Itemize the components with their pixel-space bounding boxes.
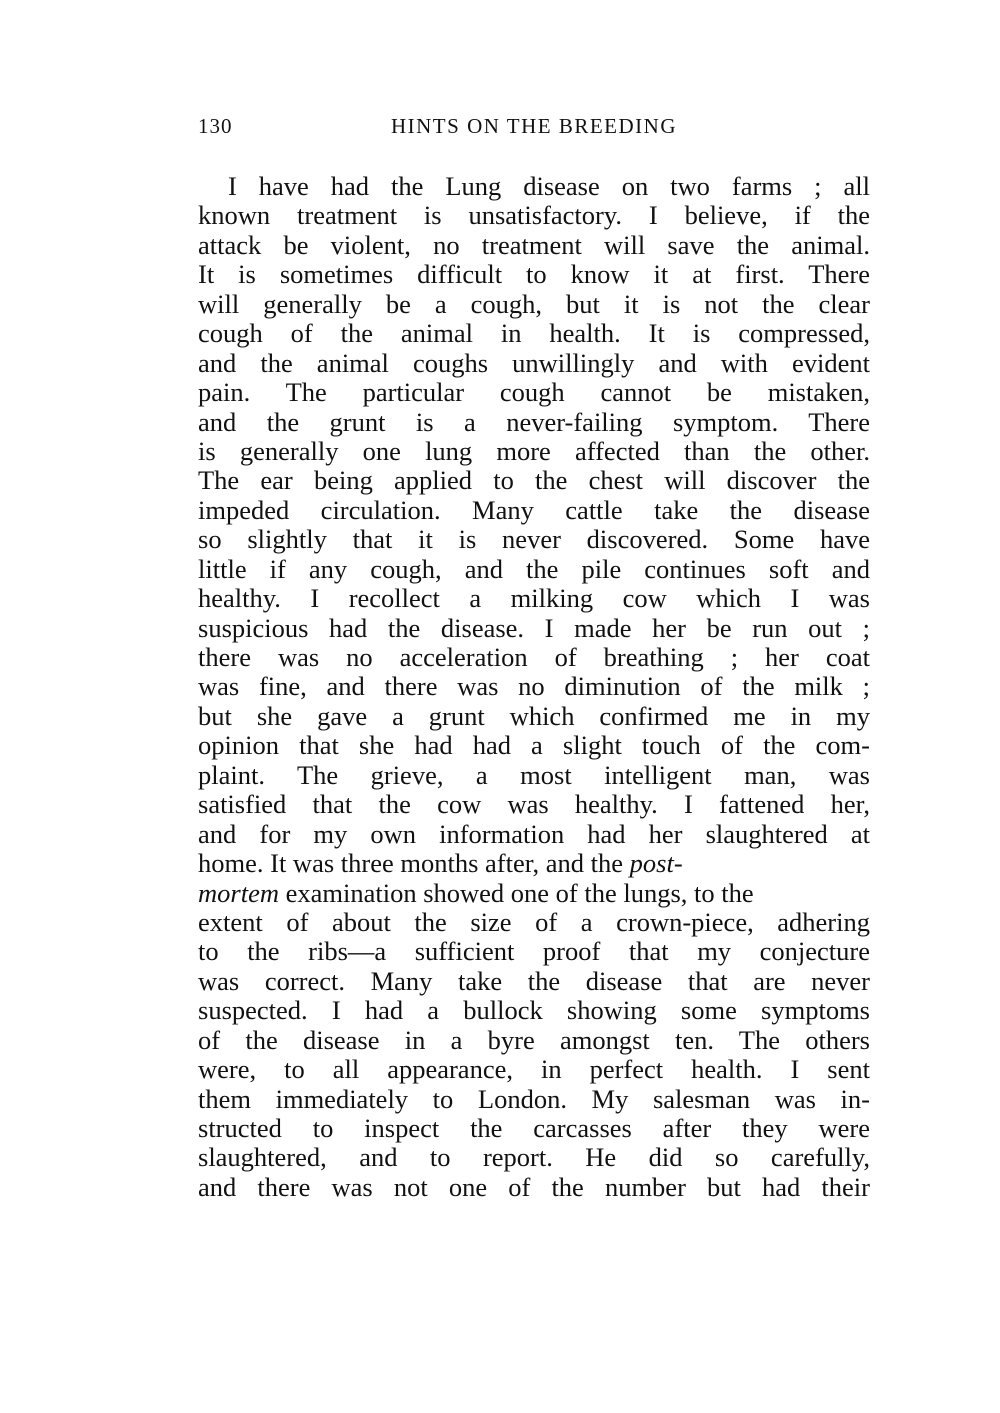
text-line: impeded circulation. Many cattle take the disease bbox=[198, 495, 870, 525]
text-line: healthy. I recollect a milking cow which I was bbox=[198, 584, 870, 614]
text-line: attack be violent, no treatment will save the animal. bbox=[198, 230, 870, 260]
italic-term: post- bbox=[629, 849, 683, 879]
text-line: there was no acceleration of breathing ; her coat bbox=[198, 643, 870, 672]
text-line-mixed bbox=[198, 879, 870, 908]
page-number: 130 bbox=[198, 114, 233, 138]
text-line: It is sometimes difficult to know it at first. There bbox=[198, 260, 870, 290]
text-line: known treatment is unsatisfactory. I believe, if the bbox=[198, 201, 870, 231]
text-line: extent of about the size of a crown-piece, adhering bbox=[198, 907, 870, 937]
text-line: was fine, and there was no diminution of the milk ; bbox=[198, 672, 870, 702]
text-line: to the ribs—a sufficient proof that my conjecture bbox=[198, 937, 870, 967]
body-paragraph bbox=[198, 172, 870, 1202]
text-line: suspected. I had a bullock showing some symptoms bbox=[198, 996, 870, 1026]
text-line: pain. The particular cough cannot be mistaken, bbox=[198, 378, 870, 408]
text-segment: home. It was three months after, and the bbox=[198, 849, 630, 879]
text-line: but she gave a grunt which confirmed me in my bbox=[198, 701, 870, 731]
text-line: little if any cough, and the pile continues soft and bbox=[198, 554, 870, 584]
text-line: slaughtered, and to report. He did so carefully, bbox=[198, 1143, 870, 1173]
text-line: of the disease in a byre amongst ten. The others bbox=[198, 1025, 870, 1055]
text-line: so slightly that it is never discovered. Some have bbox=[198, 525, 870, 555]
text-line: and for my own information had her slaughtered at bbox=[198, 819, 870, 849]
text-segment: examination showed one of the lungs, to the bbox=[278, 878, 754, 908]
text-line: structed to inspect the carcasses after they were bbox=[198, 1114, 870, 1143]
text-line: were, to all appearance, in perfect health. I sent bbox=[198, 1055, 870, 1085]
text-line: and the animal coughs unwillingly and with evident bbox=[198, 348, 870, 378]
text-line: suspicious had the disease. I made her be run out ; bbox=[198, 613, 870, 643]
text-line: and the grunt is a never-failing symptom. There bbox=[198, 407, 870, 437]
text-line: and there was not one of the number but had their bbox=[198, 1172, 870, 1202]
italic-term: mortem bbox=[198, 878, 279, 908]
text-line: opinion that she had had a slight touch of the com- bbox=[198, 731, 870, 761]
text-line: I have had the Lung disease on two farms ; all bbox=[228, 172, 870, 201]
text-line: plaint. The grieve, a most intelligent man, was bbox=[198, 760, 870, 790]
text-line: was correct. Many take the disease that are never bbox=[198, 966, 870, 996]
running-head: HINTS ON THE BREEDING bbox=[390, 114, 677, 138]
text-line: cough of the animal in health. It is compressed, bbox=[198, 319, 870, 349]
text-line: satisfied that the cow was healthy. I fattened her, bbox=[198, 790, 870, 820]
text-line: is generally one lung more affected than the other. bbox=[198, 436, 870, 466]
text-line: will generally be a cough, but it is not the clear bbox=[198, 289, 870, 319]
text-line: them immediately to London. My salesman was in- bbox=[198, 1084, 870, 1114]
text-line: The ear being applied to the chest will discover the bbox=[198, 466, 870, 496]
page-header bbox=[198, 114, 870, 148]
text-line-mixed bbox=[198, 849, 870, 878]
